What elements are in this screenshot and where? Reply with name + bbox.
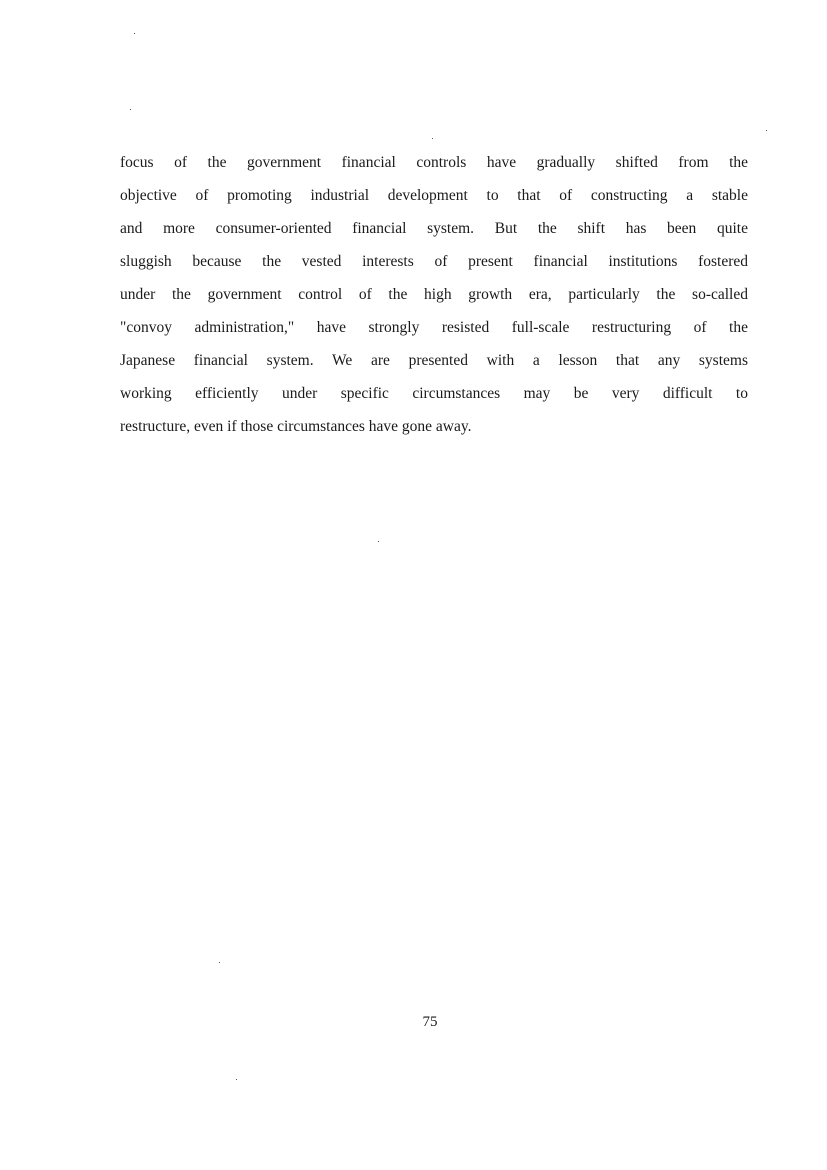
scan-speck xyxy=(130,109,131,110)
paragraph-line: Japanese financial system. We are presented with a lesson that any systems xyxy=(120,352,748,369)
paragraph-line: under the government control of the high growth era, particularly the so-called xyxy=(120,286,748,303)
scan-speck xyxy=(378,541,379,542)
paragraph-line: objective of promoting industrial development to that of constructing a stable xyxy=(120,187,748,204)
paragraph-line: focus of the government financial controls have gradually shifted from the xyxy=(120,154,748,171)
paragraph-line: restructure, even if those circumstances have gone away. xyxy=(120,418,472,435)
body-paragraph xyxy=(120,150,748,447)
paragraph-line: and more consumer-oriented financial system. But the shift has been quite xyxy=(120,220,748,237)
paragraph-line: "convoy administration," have strongly resisted full-scale restructuring of the xyxy=(120,319,748,336)
paragraph-line: working efficiently under specific circumstances may be very difficult to xyxy=(120,385,748,402)
paragraph-line: sluggish because the vested interests of present financial institutions fostered xyxy=(120,253,748,270)
scan-speck xyxy=(432,138,433,139)
scan-speck xyxy=(219,962,220,963)
page-number: 75 xyxy=(422,1014,438,1030)
scan-speck xyxy=(766,130,767,131)
scan-speck xyxy=(236,1079,237,1080)
scan-speck xyxy=(134,33,135,34)
